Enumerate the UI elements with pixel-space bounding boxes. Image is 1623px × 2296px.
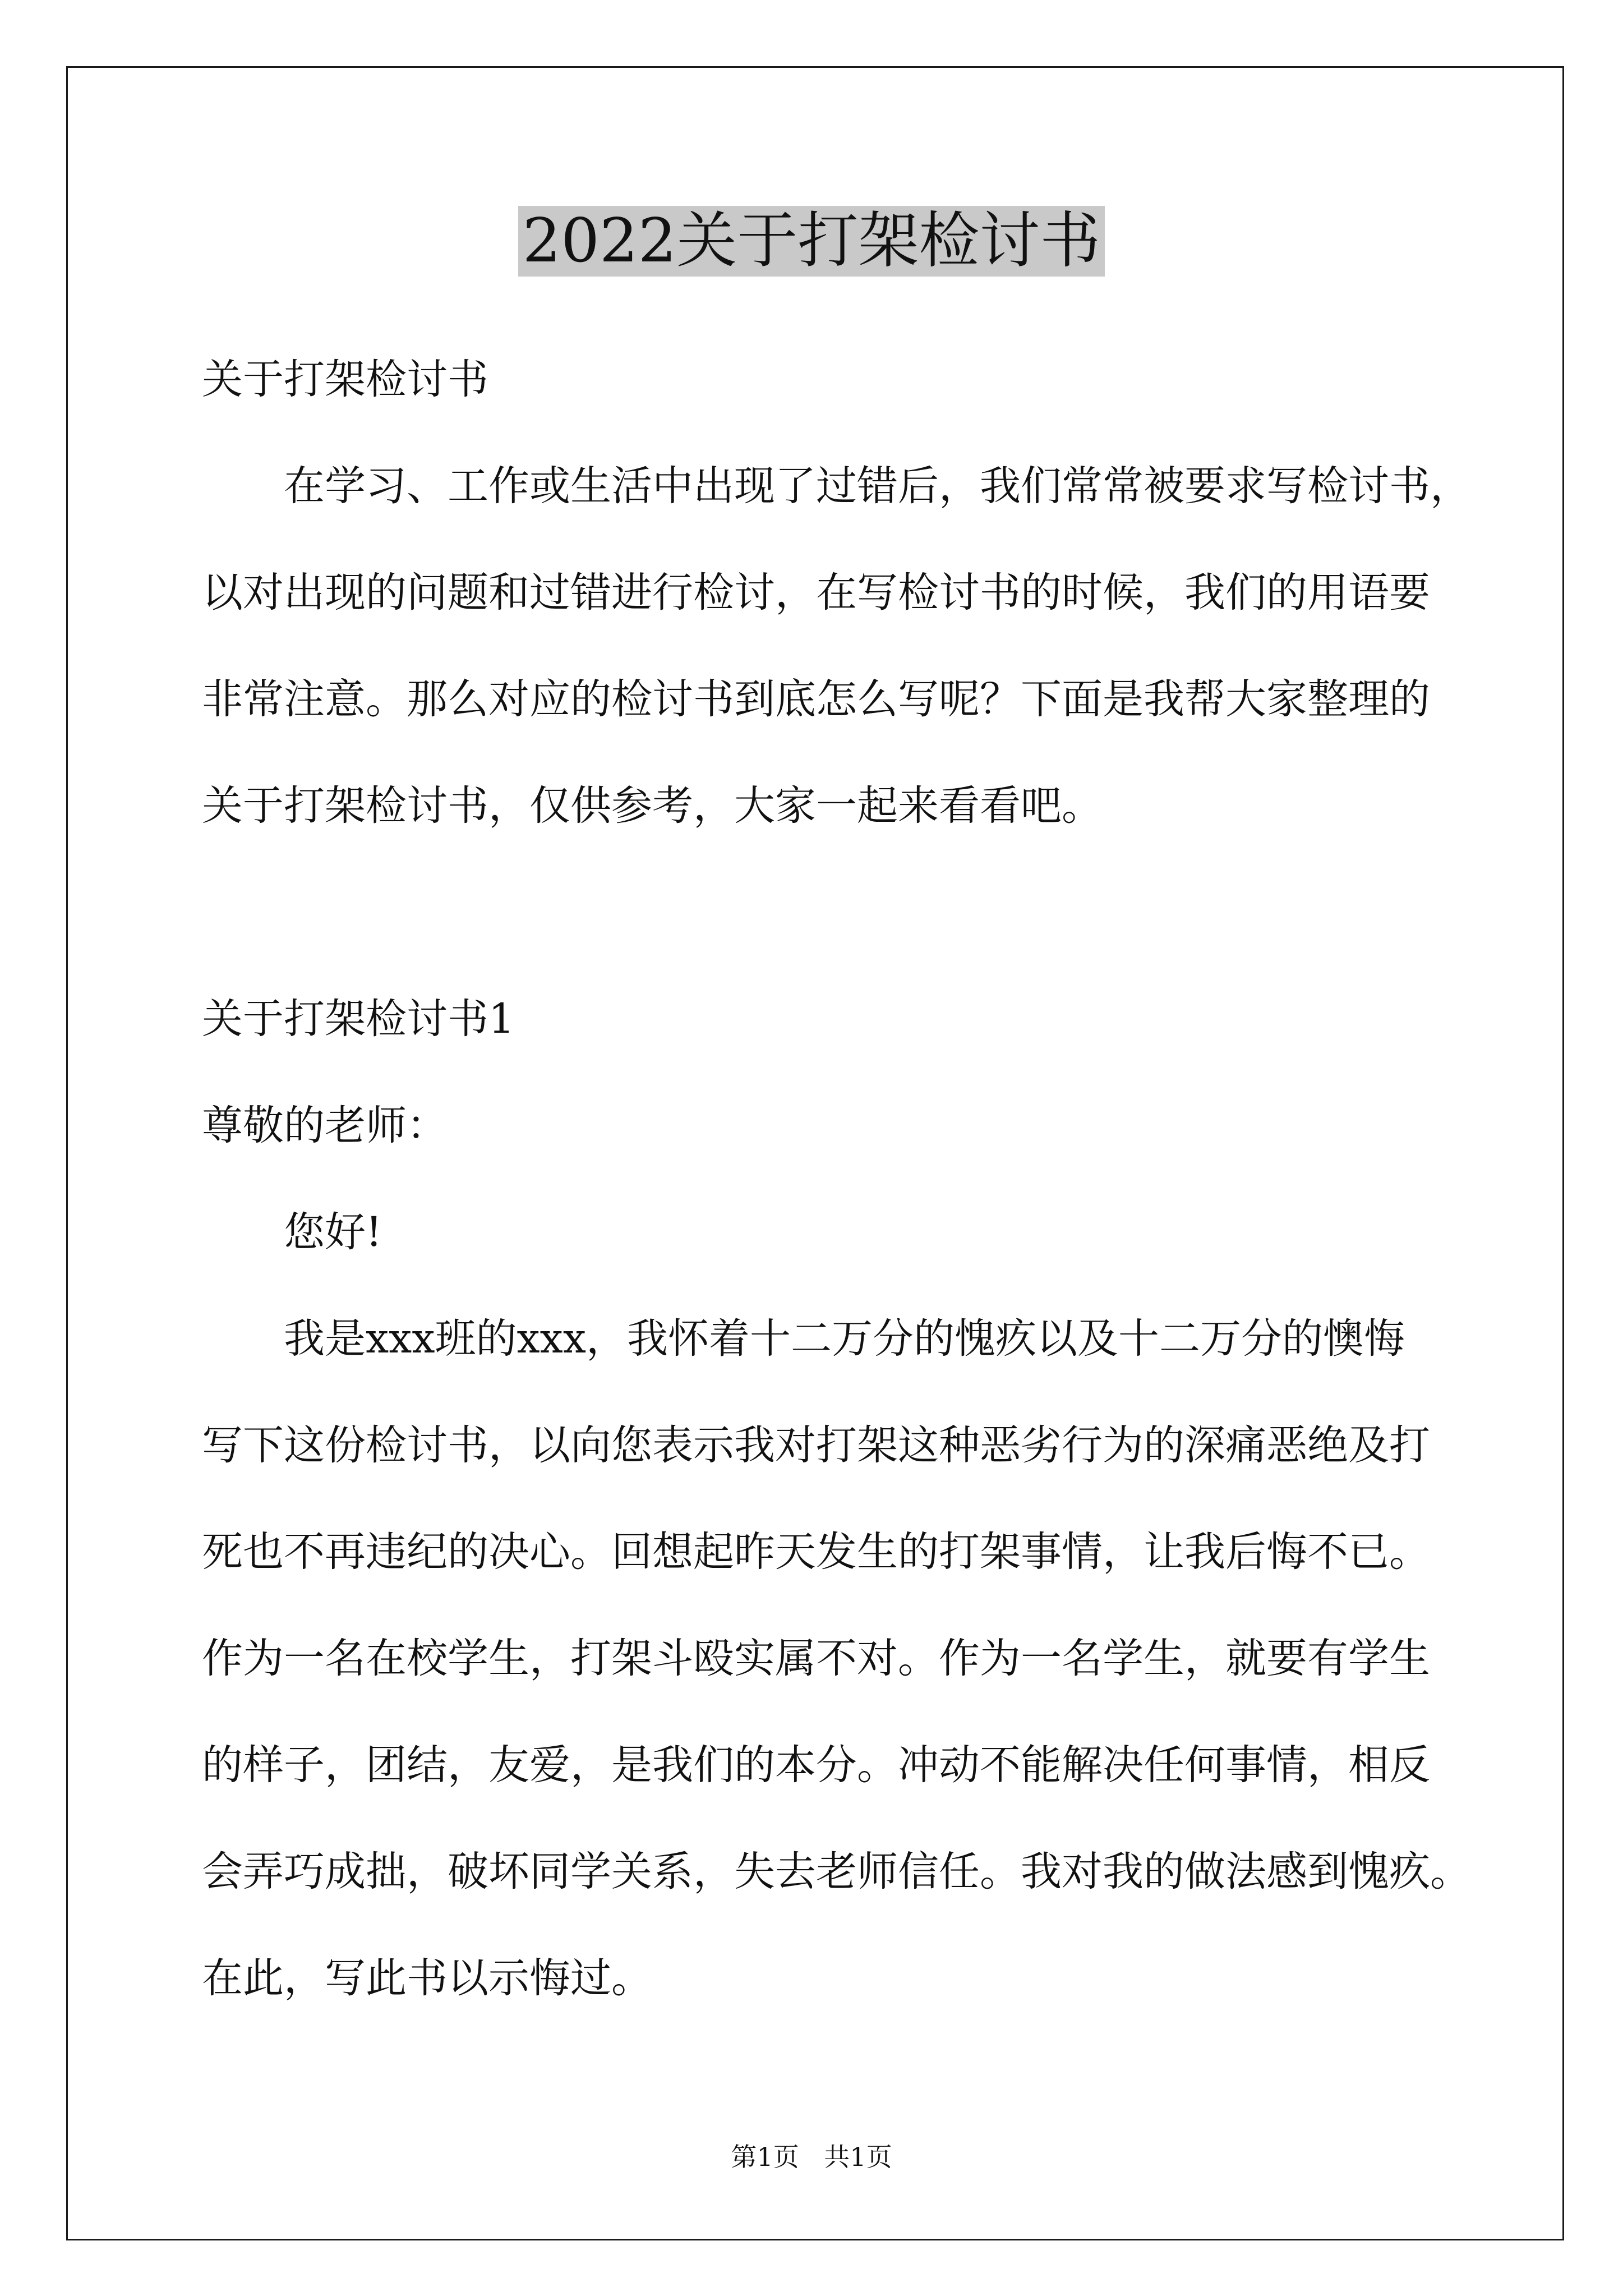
title-area: [0, 206, 1623, 277]
document-body: [202, 326, 1509, 2032]
body-line: 的样子，团结，友爱，是我们的本分。冲动不能解决任何事情，相反: [202, 1741, 1430, 1789]
page-footer: 第1页 共1页: [731, 2142, 892, 2172]
greeting: 您好!: [284, 1208, 382, 1256]
intro-paragraph: [202, 433, 1509, 859]
intro-line: 关于打架检讨书，仅供参考，大家一起来看看吧。: [202, 782, 1103, 830]
blank-line: [202, 859, 1509, 966]
intro-line: 非常注意。那么对应的检讨书到底怎么写呢？下面是我帮大家整理的: [202, 675, 1430, 723]
body-line: 在此，写此书以示悔过。: [202, 1954, 652, 2002]
intro-line: 以对出现的问题和过错进行检讨，在写检讨书的时候，我们的用语要: [202, 569, 1430, 616]
salutation: 尊敬的老师：: [202, 1102, 448, 1149]
body-line: 写下这份检讨书，以向您表示我对打架这种恶劣行为的深痛恶绝及打: [202, 1421, 1430, 1469]
document-title: 2022关于打架检讨书: [518, 206, 1105, 277]
intro-line: 在学习、工作或生活中出现了过错后，我们常常被要求写检讨书，: [284, 462, 1471, 510]
body-line: 死也不再违纪的决心。回想起昨天发生的打架事情，让我后悔不已。: [202, 1528, 1430, 1576]
section-title: 关于打架检讨书1: [202, 995, 515, 1043]
body-line: 我是xxx班的xxx，我怀着十二万分的愧疚以及十二万分的懊悔: [284, 1315, 1405, 1363]
body-line: 会弄巧成拙，破坏同学关系，失去老师信任。我对我的做法感到愧疚。: [202, 1848, 1471, 1895]
body-line: 作为一名在校学生，打架斗殴实属不对。作为一名学生，就要有学生: [202, 1635, 1430, 1682]
body-paragraph: [202, 1286, 1509, 2032]
subtitle: 关于打架检讨书: [202, 356, 488, 403]
